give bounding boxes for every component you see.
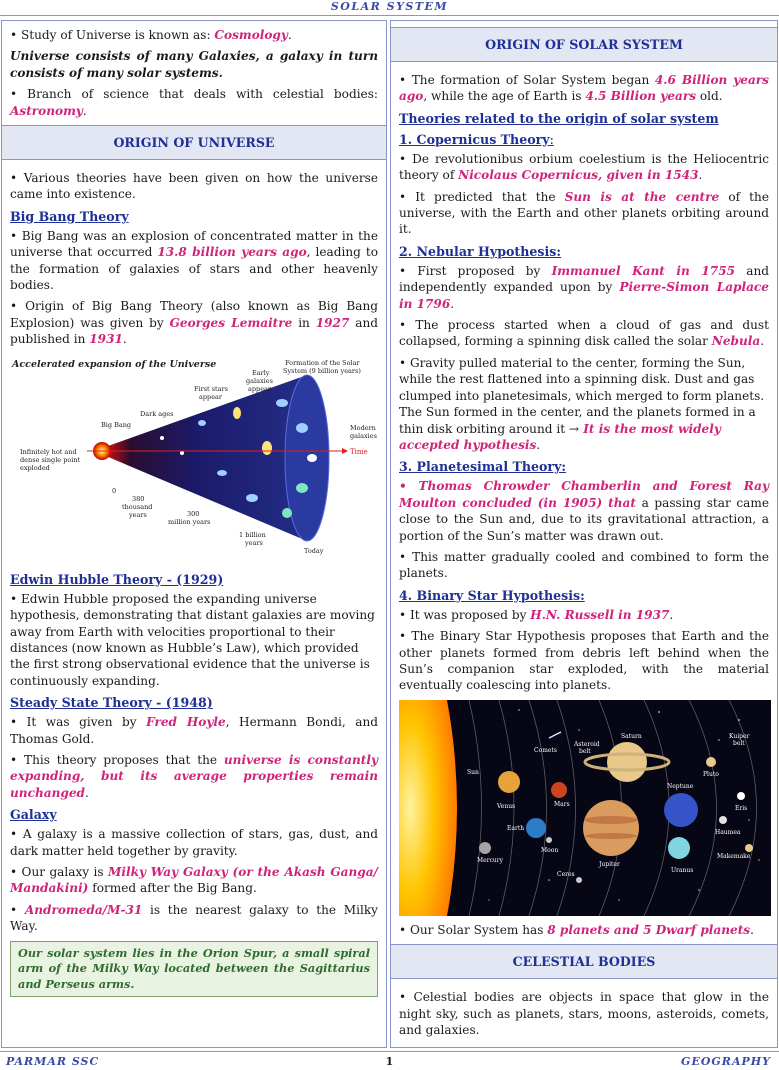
solar-system-image [399, 700, 769, 916]
band-origin-of-universe: ORIGIN OF UNIVERSE [2, 125, 386, 160]
universe-expansion-diagram [2, 353, 386, 566]
solar-label-pluto: Pluto [703, 770, 719, 778]
ceres-dwarf [576, 877, 582, 883]
solar-label-uranus: Uranus [671, 866, 694, 874]
earth-planet [526, 818, 546, 838]
solar-label-ceres: Ceres [557, 870, 575, 878]
label-today: Today [304, 546, 324, 555]
label-early-1: Early [252, 368, 270, 377]
footer-page-number: 1 [385, 1055, 394, 1068]
solar-label-neptune: Neptune [667, 782, 694, 790]
hubble-p: • Edwin Hubble proposed the expanding universe hypothesis, demonstrating that distant galaxies are moving away from Earth with velocities proportional to their distances (now known as Hubble’s Law), which provided the first strong observational evidence that the universe is continuously expanding. [10, 591, 375, 688]
solar-label-earth: Earth [507, 824, 525, 832]
solar-label-eris: Eris [735, 804, 748, 812]
haumea-dwarf [719, 816, 727, 824]
heading-binary-star: 4. Binary Star Hypothesis: [399, 587, 585, 603]
band-celestial-bodies: CELESTIAL BODIES [391, 944, 777, 979]
band-origin-of-solar-system: ORIGIN OF SOLAR SYSTEM [391, 27, 777, 62]
nebular-p2: • The process started when a cloud of gas and dust collapsed, forming a spinning disk called the solar Nebula. [399, 318, 769, 349]
right-column [390, 20, 778, 1048]
copernicus-p1: • De revolutionibus orbium coelestium is the Heliocentric theory of Nicolaus Copernicus, given in 1543. [399, 151, 769, 183]
jupiter-planet [583, 800, 639, 856]
solar-label-moon: Moon [541, 846, 559, 854]
celestial-p: • Celestial bodies are objects in space that glow in the night sky, such as planets, stars, moons, asteroids, comets, and galaxies. [399, 990, 769, 1037]
label-first-stars-2: appear [199, 392, 223, 401]
footer-brand: PARMAR SSC [6, 1055, 100, 1068]
steady-p2: • This theory proposes that the universe is constantly expanding, but its average properties remain unchanged. [10, 752, 378, 800]
label-early-3: appear [248, 384, 272, 393]
label-380-3: years [129, 510, 147, 519]
label-380-1: 380 [132, 494, 145, 503]
nebular-p1: • First proposed by Immanuel Kant in 1755 and independently expanded upon by Pierre-Simon Laplace in 1796. [399, 263, 769, 311]
arrow-icon: → [568, 421, 580, 436]
label-modern-1: Modern [350, 423, 376, 432]
solar-label-comets: Comets [534, 746, 557, 754]
label-formation-2: System (9 billion years) [283, 366, 361, 375]
intro-astronomy: • Branch of science that deals with celestial bodies: Astronomy. [10, 87, 378, 118]
label-300-2: million years [168, 517, 211, 526]
mercury-planet [479, 842, 491, 854]
eris-dwarf [737, 792, 745, 800]
nebular-p3: • Gravity pulled material to the center, forming the Sun, while the rest flattened into a spinning disk. Dust and gas clumped into planetesimals, which merged to form planets. The Sun formed in the center, and the planets formed in a thin disk orbiting around it → It is the most widely accepted hypothesis. [399, 355, 765, 452]
solar-label-makemake: Makemake [717, 852, 751, 860]
heading-copernicus: 1. Copernicus Theory: [399, 131, 554, 147]
solar-formation-p: • The formation of Solar System began 4.6 Billion years ago, while the age of Earth is 4.5 Billion years old. [399, 73, 769, 104]
big-bang-p1: • Big Bang was an explosion of concentrated matter in the universe that occurred 13.8 billion years ago, leading to the formation of galaxies of stars and other heavenly bodies. [10, 228, 378, 293]
universe-expansion-svg [2, 353, 386, 566]
label-modern-2: galaxies [350, 431, 377, 440]
jupiter-band-2 [585, 833, 637, 839]
neptune-planet [664, 793, 698, 827]
mars-planet [551, 782, 567, 798]
big-bang-p2: • Origin of Big Bang Theory (also known as Big Bang Explosion) was given by Georges Lemaitre in 1927 and published in 1931. [10, 299, 378, 347]
page-header-title: SOLAR SYSTEM [330, 0, 449, 13]
solar-system-svg [399, 700, 771, 916]
planetesimal-p1: • Thomas Chrowder Chamberlin and Forest Ray Moulton concluded (in 1905) that a passing star came close to the Sun and, due to its gravitational attraction, a portion of the Sun’s matter was drawn out. [399, 479, 769, 543]
label-1b-1: 1 billion [239, 530, 266, 539]
planetesimal-p2: • This matter gradually cooled and combined to form the planets. [399, 549, 769, 581]
pluto-dwarf [706, 757, 716, 767]
header-rule [0, 15, 779, 16]
solar-label-kuiper-2: belt [733, 739, 745, 747]
label-first-stars-1: First stars [194, 384, 228, 393]
heading-steady-state: Steady State Theory - (1948) [10, 695, 213, 711]
solar-label-mars: Mars [554, 800, 570, 808]
footer-subject: GEOGRAPHY [681, 1055, 771, 1068]
label-early-2: galaxies [246, 376, 273, 385]
solar-label-asteroid-2: belt [579, 747, 591, 755]
venus-planet [498, 771, 520, 793]
binary-p2: • The Binary Star Hypothesis proposes that Earth and the other planets formed from debris left behind when the Sun’s companion star exploded, with the material eventually coalescing into planets. [399, 629, 769, 693]
footer-rule [0, 1051, 779, 1052]
label-300-1: 300 [187, 509, 200, 518]
solar-caption: • Our Solar System has 8 planets and 5 Dwarf planets. [399, 922, 754, 937]
solar-label-haumea: Haumea [715, 828, 741, 836]
galaxy-p2: • Our galaxy is Milky Way Galaxy (or the Akash Ganga/ Mandakini) formed after the Big Bang. [10, 864, 378, 896]
solar-label-mercury: Mercury [477, 856, 504, 864]
diagram-title: Accelerated expansion of the Universe [12, 358, 217, 370]
label-zero: 0 [112, 486, 117, 495]
heading-nebular: 2. Nebular Hypothesis: [399, 243, 562, 259]
label-big-bang: Big Bang [101, 420, 132, 429]
saturn-planet [607, 742, 647, 782]
binary-p1: • It was proposed by H.N. Russell in 1937. [399, 607, 674, 622]
heading-theories: Theories related to the origin of solar system [399, 110, 719, 126]
heading-planetesimal: 3. Planetesimal Theory: [399, 459, 567, 475]
copernicus-p2: • It predicted that the Sun is at the centre of the universe, with the Earth and other planets orbiting around it. [399, 189, 769, 237]
time-arrow [342, 448, 348, 454]
makemake-dwarf [745, 844, 753, 852]
heading-hubble: Edwin Hubble Theory - (1929) [10, 571, 224, 587]
intro-cosmology: • Study of Universe is known as: Cosmology. [10, 28, 292, 42]
solar-label-saturn: Saturn [621, 732, 642, 740]
orion-spur-note: Our solar system lies in the Orion Spur, a small spiral arm of the Milky Way located between the Sagittarius and Perseus arms. [10, 941, 378, 998]
steady-p1: • It was given by Fred Hoyle, Hermann Bondi, and Thomas Gold. [10, 715, 378, 746]
uranus-planet [668, 837, 690, 859]
jupiter-band [584, 816, 638, 824]
sun-body [399, 700, 457, 916]
solar-label-venus: Venus [497, 802, 516, 810]
moon [546, 837, 552, 843]
left-column [1, 20, 387, 1048]
solar-label-jupiter: Jupiter [599, 860, 620, 868]
solar-label-kuiper-1: Kuiper [729, 732, 750, 740]
label-infinitely-3: exploded [20, 463, 50, 472]
solar-label-sun: Sun [467, 768, 479, 776]
label-1b-2: years [245, 538, 263, 547]
label-dark-ages: Dark ages [140, 409, 174, 418]
label-infinitely-1: Infinitely hot and [20, 447, 77, 456]
universe-intro: • Various theories have been given on how the universe came into existence. [10, 171, 378, 202]
solar-label-asteroid-1: Asteroid [574, 740, 600, 748]
label-formation-1: Formation of the Solar [285, 358, 360, 367]
intro-universe: Universe consists of many Galaxies, a galaxy in turn consists of many solar systems. [10, 49, 378, 80]
label-time: Time [350, 447, 368, 456]
label-infinitely-2: dense single point [20, 455, 81, 464]
heading-galaxy: Galaxy [10, 807, 57, 823]
heading-big-bang: Big Bang Theory [10, 208, 129, 224]
galaxy-p3: • Andromeda/M-31 is the nearest galaxy to the Milky Way. [10, 902, 378, 934]
galaxy-p1: • A galaxy is a massive collection of stars, gas, dust, and dark matter held together by gravity. [10, 827, 378, 858]
label-380-2: thousand [122, 502, 153, 511]
